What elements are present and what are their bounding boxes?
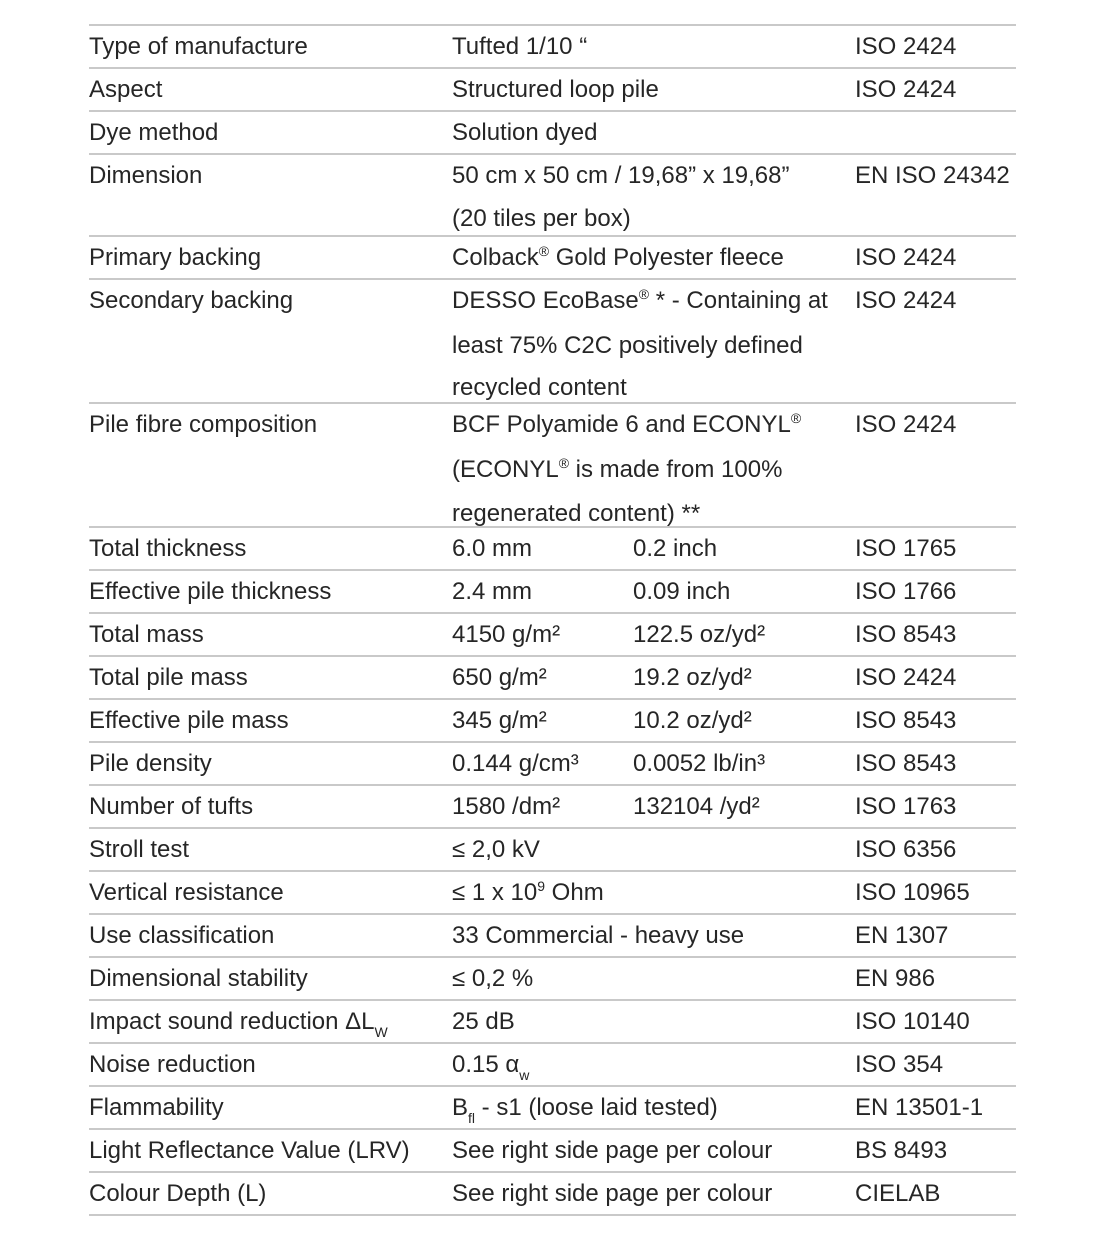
property-value: ≤ 2,0 kV xyxy=(452,836,540,863)
value-line xyxy=(452,280,828,325)
value-line: regenerated content) ** xyxy=(452,500,701,527)
property-value: ≤ 0,2 % xyxy=(452,965,534,992)
property-label: Primary backing xyxy=(89,244,262,271)
property-value-imperial: 0.09 inch xyxy=(633,578,731,605)
property-value xyxy=(452,155,790,240)
property-value-imperial: 0.2 inch xyxy=(633,535,718,562)
value-line: recycled content xyxy=(452,374,627,401)
property-value xyxy=(452,1044,529,1089)
value-text: (ECONYL xyxy=(452,455,559,483)
property-label: Pile density xyxy=(89,750,212,777)
spec-row-primary-backing xyxy=(89,237,1016,280)
standard-code: ISO 10140 xyxy=(855,1008,970,1035)
spec-row-stroll-test xyxy=(89,829,1016,872)
property-label: Secondary backing xyxy=(89,287,294,314)
property-label: Noise reduction xyxy=(89,1051,256,1078)
standard-code: ISO 10965 xyxy=(855,879,970,906)
property-value-imperial: 10.2 oz/yd² xyxy=(633,707,752,734)
property-value: Solution dyed xyxy=(452,119,598,146)
value-text: Ohm xyxy=(545,879,604,906)
property-value xyxy=(452,280,828,410)
label-text: Impact sound reduction ΔL xyxy=(89,1008,375,1035)
standard-code: ISO 2424 xyxy=(855,33,957,60)
standard-code: EN ISO 24342 xyxy=(855,162,1010,189)
spec-row-number-of-tufts xyxy=(89,786,1016,829)
registered-mark: ® xyxy=(638,286,650,302)
standard-code: BS 8493 xyxy=(855,1137,948,1164)
standard-code: ISO 8543 xyxy=(855,750,957,777)
spec-row-flammability xyxy=(89,1087,1016,1130)
standard-code: ISO 8543 xyxy=(855,621,957,648)
property-label xyxy=(89,1001,388,1046)
spec-row-impact-sound-reduction xyxy=(89,1001,1016,1044)
exponent: 9 xyxy=(537,878,546,894)
property-value: 25 dB xyxy=(452,1008,515,1035)
property-label: Dimension xyxy=(89,162,203,189)
value-line xyxy=(452,449,801,494)
spec-row-dimensional-stability xyxy=(89,958,1016,1001)
standard-code: ISO 2424 xyxy=(855,664,957,691)
property-label: Effective pile thickness xyxy=(89,578,332,605)
standard-code: ISO 8543 xyxy=(855,707,957,734)
property-label: Number of tufts xyxy=(89,793,254,820)
property-label: Stroll test xyxy=(89,836,190,863)
standard-code: ISO 1766 xyxy=(855,578,957,605)
property-value: 1580 /dm² xyxy=(452,793,561,820)
spec-row-effective-pile-mass xyxy=(89,700,1016,743)
property-label: Flammability xyxy=(89,1094,224,1121)
subscript: w xyxy=(519,1067,530,1083)
spec-row-total-thickness xyxy=(89,528,1016,571)
value-text: B xyxy=(452,1094,469,1121)
property-value: See right side page per colour xyxy=(452,1180,773,1207)
property-value-imperial: 132104 /yd² xyxy=(633,793,760,820)
property-value: 2.4 mm xyxy=(452,578,533,605)
property-value xyxy=(452,1087,718,1132)
property-value: See right side page per colour xyxy=(452,1137,773,1164)
property-label: Dye method xyxy=(89,119,219,146)
standard-code: ISO 6356 xyxy=(855,836,957,863)
standard-code: ISO 2424 xyxy=(855,244,957,271)
value-text: DESSO EcoBase xyxy=(452,287,639,314)
property-value xyxy=(452,872,604,917)
property-value: 4150 g/m² xyxy=(452,621,561,648)
property-value: Tufted 1/10 “ xyxy=(452,33,588,60)
registered-mark: ® xyxy=(538,243,550,259)
property-value-imperial: 122.5 oz/yd² xyxy=(633,621,766,648)
spec-row-dimension xyxy=(89,155,1016,237)
property-value: 345 g/m² xyxy=(452,707,547,734)
property-value: Structured loop pile xyxy=(452,76,659,103)
property-value: 6.0 mm xyxy=(452,535,533,562)
spec-row-pile-density xyxy=(89,743,1016,786)
value-text: * - Containing at xyxy=(649,287,828,314)
standard-code: EN 986 xyxy=(855,965,936,992)
property-label: Light Reflectance Value (LRV) xyxy=(89,1137,410,1164)
value-text: - s1 (loose laid tested) xyxy=(475,1094,718,1121)
subscript: W xyxy=(374,1024,388,1040)
spec-row-effective-pile-thickness xyxy=(89,571,1016,614)
value-text: 0.15 α xyxy=(452,1051,520,1078)
standard-code: ISO 1763 xyxy=(855,793,957,820)
property-value: 33 Commercial - heavy use xyxy=(452,922,745,949)
property-label: Total pile mass xyxy=(89,664,248,691)
spec-row-secondary-backing xyxy=(89,280,1016,404)
property-label: Use classification xyxy=(89,922,275,949)
spec-row-dye-method xyxy=(89,112,1016,155)
spec-row-use-classification xyxy=(89,915,1016,958)
spec-row-aspect xyxy=(89,69,1016,112)
standard-code: CIELAB xyxy=(855,1180,941,1207)
value-line: (20 tiles per box) xyxy=(452,204,631,232)
value-line xyxy=(452,404,801,449)
standard-code: ISO 2424 xyxy=(855,287,957,314)
value-text: ≤ 1 x 10 xyxy=(452,879,538,906)
property-label: Aspect xyxy=(89,76,163,103)
value-text: BCF Polyamide 6 and ECONYL xyxy=(452,411,791,438)
spec-row-total-mass xyxy=(89,614,1016,657)
spec-row-type-of-manufacture xyxy=(89,26,1016,69)
registered-mark: ® xyxy=(790,410,802,426)
property-label: Colour Depth (L) xyxy=(89,1180,267,1207)
standard-code: EN 13501-1 xyxy=(855,1094,984,1121)
spec-row-colour-depth xyxy=(89,1173,1016,1216)
standard-code: ISO 2424 xyxy=(855,411,957,438)
value-line: least 75% C2C positively defined xyxy=(452,331,803,359)
spec-row-total-pile-mass xyxy=(89,657,1016,700)
standard-code: EN 1307 xyxy=(855,922,949,949)
value-text: Colback xyxy=(452,244,539,271)
property-label: Effective pile mass xyxy=(89,707,289,734)
standard-code: ISO 354 xyxy=(855,1051,944,1078)
property-label: Vertical resistance xyxy=(89,879,284,906)
property-value xyxy=(452,404,801,536)
standard-code: ISO 2424 xyxy=(855,76,957,103)
property-value xyxy=(452,237,784,282)
spec-row-pile-fibre-composition xyxy=(89,404,1016,528)
property-label: Dimensional stability xyxy=(89,965,308,992)
value-line: 50 cm x 50 cm / 19,68” x 19,68” xyxy=(452,162,790,189)
property-value-imperial: 19.2 oz/yd² xyxy=(633,664,752,691)
value-text: Gold Polyester fleece xyxy=(549,244,784,271)
subscript: fl xyxy=(468,1110,476,1126)
property-label: Total thickness xyxy=(89,535,247,562)
property-label: Type of manufacture xyxy=(89,33,308,60)
spec-row-light-reflectance-value xyxy=(89,1130,1016,1173)
property-value: 0.144 g/cm³ xyxy=(452,750,579,777)
property-label: Pile fibre composition xyxy=(89,411,318,438)
property-value: 650 g/m² xyxy=(452,664,547,691)
property-label: Total mass xyxy=(89,621,204,648)
property-value-imperial: 0.0052 lb/in³ xyxy=(633,750,766,777)
specification-table xyxy=(89,24,1016,1216)
spec-row-vertical-resistance xyxy=(89,872,1016,915)
spec-row-noise-reduction xyxy=(89,1044,1016,1087)
registered-mark: ® xyxy=(558,454,570,471)
standard-code: ISO 1765 xyxy=(855,535,957,562)
value-text: is made from 100% xyxy=(569,455,783,483)
